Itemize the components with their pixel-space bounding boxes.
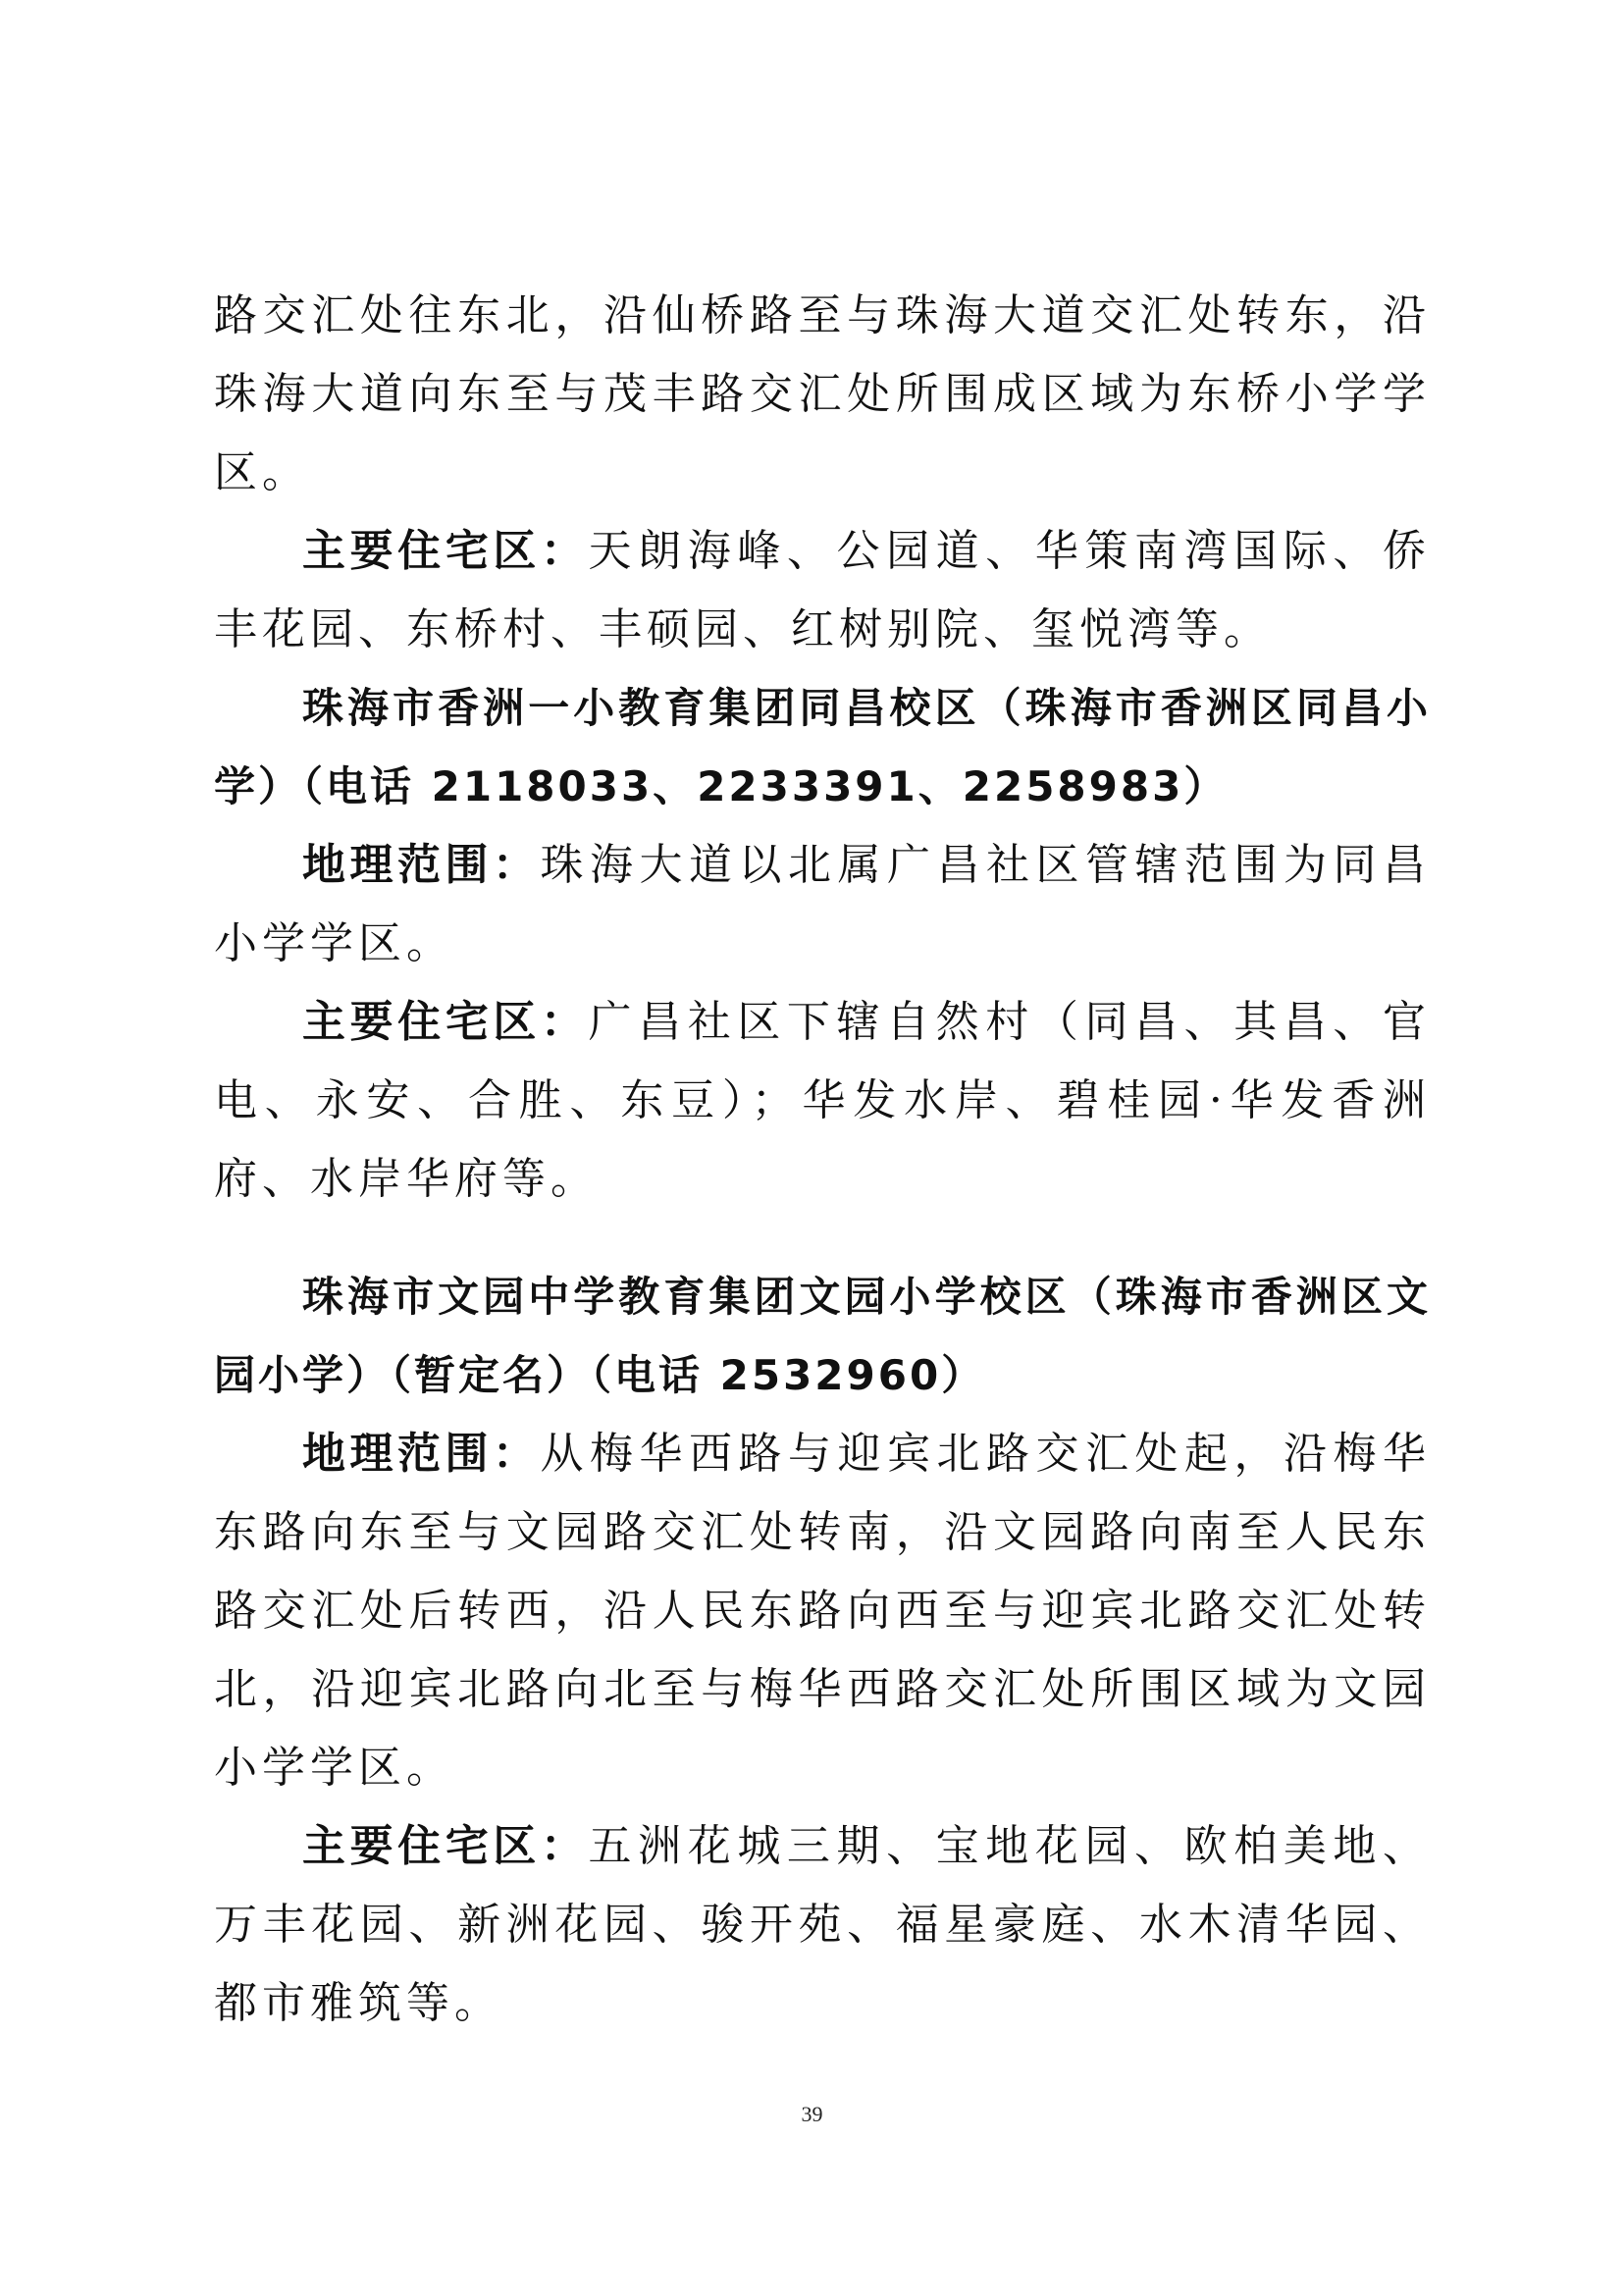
residential-text: 广昌社区下辖自然村（同昌、其昌、官电、永安、合胜、东豆）；华发水岸、碧桂园·华发香洲府、水岸华府等。 xyxy=(214,997,1431,1204)
range-label: 地理范围： xyxy=(302,840,541,890)
residential-paragraph xyxy=(214,512,1431,669)
residential-text: 天朗海峰、公园道、华策南湾国际、侨丰花园、东桥村、丰硕园、红树别院、玺悦湾等。 xyxy=(214,526,1431,654)
range-paragraph xyxy=(214,826,1431,983)
continuation-block xyxy=(214,277,1431,669)
school-section-wenyuan xyxy=(214,1258,1431,2043)
residential-text: 五洲花城三期、宝地花园、欧柏美地、万丰花园、新洲花园、骏开苑、福星豪庭、水木清华园、都市雅筑等。 xyxy=(214,1821,1431,2028)
residential-label: 主要住宅区： xyxy=(302,526,589,576)
range-text: 从梅华西路与迎宾北路交汇处起，沿梅华东路向东至与文园路交汇处转南，沿文园路向南至人民东路交汇处后转西，沿人民东路向西至与迎宾北路交汇处转北，沿迎宾北路向北至与梅华西路交汇处所围区域为文园小学学区。 xyxy=(214,1429,1431,1793)
section-heading: 珠海市文园中学教育集团文园小学校区（珠海市香洲区文园小学）（暂定名）（电话 2532960） xyxy=(214,1273,1431,1399)
residential-label: 主要住宅区： xyxy=(302,997,589,1047)
residential-label: 主要住宅区： xyxy=(302,1821,589,1871)
school-section-tongchang xyxy=(214,669,1431,1219)
page-number: 39 xyxy=(801,2102,823,2126)
range-paragraph-continued xyxy=(214,277,1431,512)
range-paragraph xyxy=(214,1415,1431,1807)
residential-paragraph xyxy=(214,983,1431,1219)
range-text: 珠海大道以北属广昌社区管辖范围为同昌小学学区。 xyxy=(214,840,1431,968)
range-label: 地理范围： xyxy=(302,1429,541,1479)
section-heading: 珠海市香洲一小教育集团同昌校区（珠海市香洲区同昌小学）（电话 2118033、2233391、2258983） xyxy=(214,684,1431,810)
range-text: 路交汇处往东北，沿仙桥路至与珠海大道交汇处转东，沿珠海大道向东至与茂丰路交汇处所围成区域为东桥小学学区。 xyxy=(214,290,1431,497)
residential-paragraph xyxy=(214,1807,1431,2043)
